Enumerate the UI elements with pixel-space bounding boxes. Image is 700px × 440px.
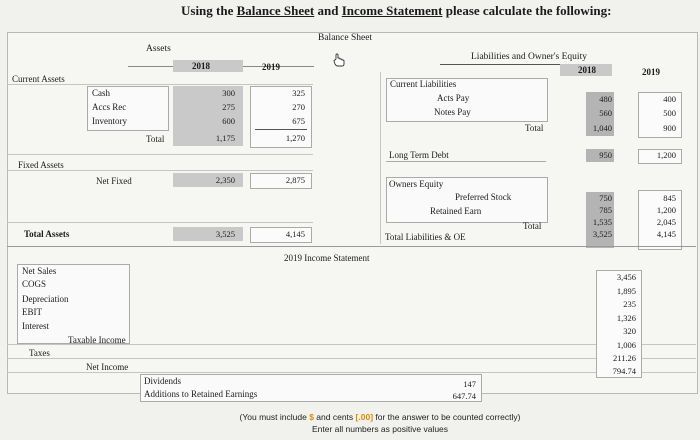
divider xyxy=(7,358,696,359)
assets-header: Assets xyxy=(146,44,171,54)
taxes-label: Taxes xyxy=(29,348,50,358)
depreciation-label: Depreciation xyxy=(22,294,69,304)
inventory-2018: 600 xyxy=(222,116,235,126)
oe-total-label: Total xyxy=(523,221,542,231)
page-title xyxy=(181,3,611,19)
divider xyxy=(7,246,696,247)
net-sales-label: Net Sales xyxy=(22,266,57,276)
balance-sheet-heading: Balance Sheet xyxy=(318,33,373,43)
current-liab-total-2019: 900 xyxy=(663,123,676,133)
interest-value: 320 xyxy=(623,326,636,336)
footer-text-b: and cents xyxy=(316,412,354,422)
net-sales-value: 3,456 xyxy=(616,272,636,282)
title-prefix: Using the xyxy=(181,3,234,18)
taxes-value: 211.26 xyxy=(612,353,636,363)
current-liab-total-label: Total xyxy=(525,123,544,133)
current-assets-label: Current Assets xyxy=(12,74,65,84)
depreciation-value: 235 xyxy=(623,299,636,309)
cash-2018: 300 xyxy=(222,88,235,98)
long-term-debt-label: Long Term Debt xyxy=(389,150,449,160)
current-total-label: Total xyxy=(146,134,165,144)
current-liab-total-2018: 1,040 xyxy=(592,123,612,133)
total-assets-2018: 3,525 xyxy=(215,229,235,239)
dividends-value: 147 xyxy=(463,379,476,389)
fixed-assets-label: Fixed Assets xyxy=(18,160,64,170)
retained-earn-label: Retained Earn xyxy=(430,206,482,216)
liab-year2: 2019 xyxy=(642,67,660,77)
net-income-label: Net Income xyxy=(86,362,129,372)
notes-pay-2019: 500 xyxy=(663,108,676,118)
cogs-label: COGS xyxy=(22,279,47,289)
title-suffix: please calculate the following: xyxy=(445,3,612,18)
cogs-value: 1,895 xyxy=(616,286,636,296)
total-assets-2019: 4,145 xyxy=(285,229,305,239)
title-income-statement: Income Statement xyxy=(341,3,443,18)
total-liab-2018: 3,525 xyxy=(592,229,612,239)
oe-total-2019: 2,045 xyxy=(656,217,676,227)
divider xyxy=(7,154,313,155)
divider xyxy=(7,344,696,345)
title-middle: and xyxy=(317,3,339,18)
assets-year1: 2018 xyxy=(192,61,210,71)
total-assets-label: Total Assets xyxy=(24,229,70,239)
accs-rec-label: Accs Rec xyxy=(92,102,127,112)
ebit-label: EBIT xyxy=(22,307,42,317)
cash-label: Cash xyxy=(92,88,110,98)
net-fixed-label: Net Fixed xyxy=(96,176,132,186)
liabilities-header: Liabilities and Owner's Equity xyxy=(471,52,587,62)
hand-cursor-icon xyxy=(332,53,346,72)
inventory-2019: 675 xyxy=(292,116,305,126)
divider xyxy=(7,170,313,171)
income-labels-box xyxy=(17,264,130,344)
notes-pay-2018: 560 xyxy=(599,108,612,118)
preferred-2018: 750 xyxy=(599,193,612,203)
owners-equity-label: Owners Equity xyxy=(389,179,444,189)
additions-value: 647.74 xyxy=(452,391,476,401)
ltd-2019: 1,200 xyxy=(656,150,676,160)
accs-rec-2018: 275 xyxy=(222,102,235,112)
assets-year2: 2019 xyxy=(262,62,280,72)
title-balance-sheet: Balance Sheet xyxy=(236,3,315,18)
preferred-stock-label: Preferred Stock xyxy=(455,192,512,202)
cents-format: [.00] xyxy=(355,412,374,422)
footer-note-line1 xyxy=(180,412,580,422)
current-liabilities-label: Current Liabilities xyxy=(390,79,457,89)
footer-text-c: for the answer to be counted correctly) xyxy=(375,412,521,422)
acts-pay-2018: 480 xyxy=(599,94,612,104)
retained-2018: 785 xyxy=(599,205,612,215)
divider xyxy=(7,84,313,85)
income-statement-title: 2019 Income Statement xyxy=(284,253,370,263)
subtotal-rule xyxy=(255,129,307,130)
net-fixed-2019: 2,875 xyxy=(285,175,305,185)
acts-pay-label: Acts Pay xyxy=(437,93,470,103)
ltd-2018: 950 xyxy=(599,150,612,160)
accs-rec-2019: 270 xyxy=(292,102,305,112)
divider xyxy=(380,72,381,244)
footer-text-a: (You must include xyxy=(239,412,307,422)
taxable-income-value: 1,006 xyxy=(616,340,636,350)
cash-2019: 325 xyxy=(292,88,305,98)
net-fixed-2018: 2,350 xyxy=(215,175,235,185)
interest-label: Interest xyxy=(22,321,49,331)
current-total-2019: 1,270 xyxy=(285,133,305,143)
notes-pay-label: Notes Pay xyxy=(434,107,471,117)
oe-total-2018: 1,535 xyxy=(592,217,612,227)
dollar-sign: $ xyxy=(309,412,314,422)
acts-pay-2019: 400 xyxy=(663,94,676,104)
retained-2019: 1,200 xyxy=(656,205,676,215)
dividends-label: Dividends xyxy=(144,376,181,386)
footer-note-line2: Enter all numbers as positive values xyxy=(311,424,449,434)
inventory-label: Inventory xyxy=(92,116,127,126)
divider xyxy=(7,222,313,223)
additions-label: Additions to Retained Earnings xyxy=(144,389,258,399)
ebit-value: 1,326 xyxy=(616,313,636,323)
preferred-2019: 845 xyxy=(663,193,676,203)
divider xyxy=(7,372,696,373)
taxable-income-label: Taxable Income xyxy=(68,335,126,345)
current-total-2018: 1,175 xyxy=(215,133,235,143)
total-liabilities-oe-label: Total Liabilities & OE xyxy=(385,232,466,242)
total-liab-2019: 4,145 xyxy=(656,229,676,239)
net-income-value: 794.74 xyxy=(612,366,636,376)
liab-year1: 2018 xyxy=(578,65,596,75)
